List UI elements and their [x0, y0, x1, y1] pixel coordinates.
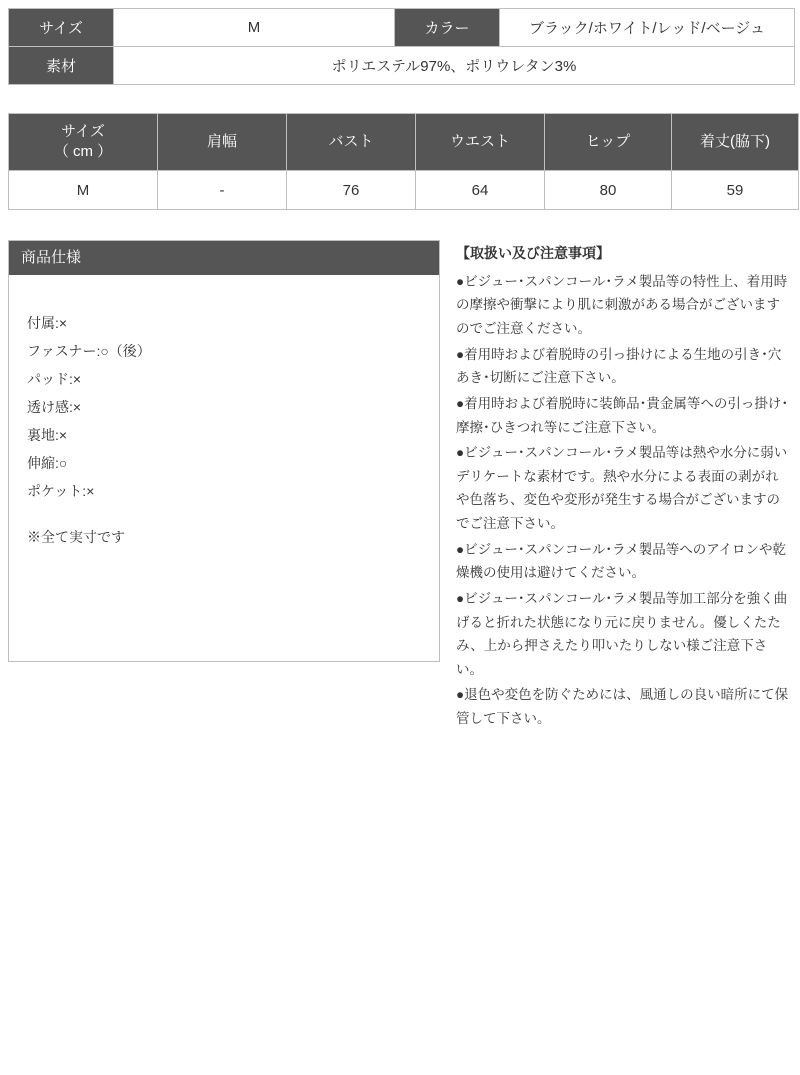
size-chart-header-size-line2: （ cm ）	[53, 143, 113, 160]
notes-title: 【取扱い及び注意事項】	[456, 245, 610, 261]
spacer	[27, 505, 439, 523]
table-row	[9, 171, 799, 210]
lower-section	[8, 240, 792, 733]
list-item: ●ビジュー･スパンコール･ラメ製品等へのアイロンや乾燥機の使用は避けてください。	[456, 541, 786, 581]
product-spec-body	[9, 275, 439, 551]
size-chart-cell-hip: 80	[545, 171, 672, 210]
list-item: ●ビジュー･スパンコール･ラメ製品等の特性上、着用時の摩擦や衝撃により肌に刺激がある場合がございますのでご注意ください。	[456, 273, 788, 337]
product-spec-title: 商品仕様	[9, 241, 439, 275]
list-item: ●ビジュー･スパンコール･ラメ製品等は熱や水分に弱いデリケートな素材です。熱や水分による表面の剥がれや色落ち、変色や変形が発生する場合がございますのでご注意下さい。	[456, 445, 788, 532]
product-spec-line: 裏地:×	[27, 427, 68, 443]
list-item: ●ビジュー･スパンコール･ラメ製品等加工部分を強く曲げると折れた状態になり元に戻りません。優しくたたみ、上から押さえたり叩いたりしない様ご注意下さい。	[456, 590, 788, 677]
size-chart-header-size	[9, 114, 158, 171]
size-chart-header-bust: バスト	[287, 114, 416, 171]
product-spec-line: 透け感:×	[27, 399, 82, 415]
size-chart-header-hip: ヒップ	[545, 114, 672, 171]
size-chart-cell-length: 59	[672, 171, 799, 210]
spec-material-value: ポリエステル97%、ポリウレタン3%	[114, 47, 795, 85]
spec-color-label: カラー	[395, 9, 500, 47]
notes-column	[456, 240, 792, 733]
product-spec-line: ポケット:×	[27, 483, 95, 499]
spec-size-label: サイズ	[9, 9, 114, 47]
size-chart-header-length: 着丈(脇下)	[672, 114, 799, 171]
size-chart-table	[8, 113, 799, 210]
size-chart-cell-size: M	[9, 171, 158, 210]
product-spec-footnote: ※全て実寸です	[27, 529, 125, 545]
list-item: ●退色や変色を防ぐためには、風通しの良い暗所にて保管して下さい。	[456, 687, 789, 727]
notes-list	[456, 270, 792, 731]
size-chart-header-waist: ウエスト	[416, 114, 545, 171]
product-spec-panel	[8, 240, 440, 662]
spec-table	[8, 8, 795, 85]
product-spec-line: 伸縮:○	[27, 455, 68, 471]
size-chart-header-size-line1: サイズ	[61, 122, 105, 140]
size-chart-cell-bust: 76	[287, 171, 416, 210]
product-spec-column	[8, 240, 440, 662]
table-header-row	[9, 114, 799, 171]
spec-color-value: ブラック/ホワイト/レッド/ベージュ	[500, 9, 795, 47]
table-row	[9, 9, 795, 47]
product-spec-line: 付属:×	[27, 315, 68, 331]
product-spec-line: ファスナー:○（後）	[27, 343, 151, 359]
size-chart-cell-shoulder: -	[158, 171, 287, 210]
product-detail-page	[0, 8, 800, 1075]
table-row	[9, 47, 795, 85]
size-chart-header-shoulder: 肩幅	[158, 114, 287, 171]
list-item: ●着用時および着脱時に装飾品･貴金属等への引っ掛け･摩擦･ひきつれ等にご注意下さい。	[456, 395, 789, 435]
spec-size-value: M	[114, 9, 395, 47]
spec-material-label: 素材	[9, 47, 114, 85]
size-chart-cell-waist: 64	[416, 171, 545, 210]
product-spec-line: パッド:×	[27, 371, 82, 387]
list-item: ●着用時および着脱時の引っ掛けによる生地の引き･穴あき･切断にご注意下さい。	[456, 346, 782, 386]
